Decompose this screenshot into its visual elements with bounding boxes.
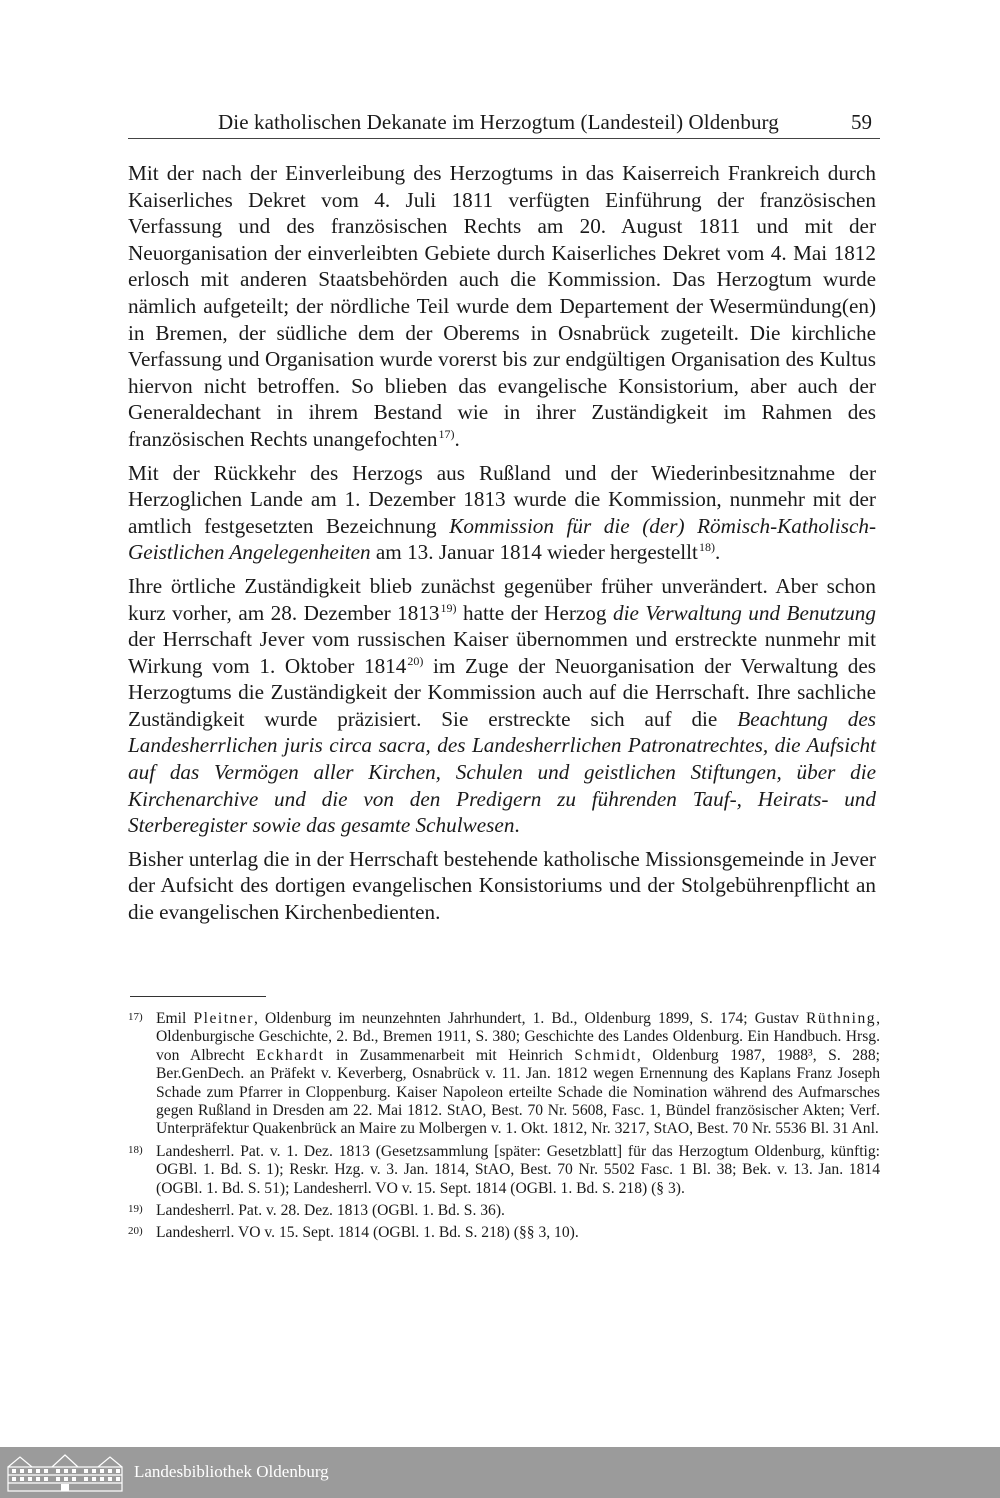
footnote-text: in Zusammenarbeit mit Heinrich [324, 1046, 575, 1064]
footnote-number: 19) [128, 1203, 143, 1216]
paragraph-text: Mit der Rückkehr des Herzogs aus Rußland und der Wiederinbesitznahme der Herzoglichen Lande am 1. Dezember 1813 wurde die Kommission, nunmehr mit der amtlich festgesetzten Bezeichnung [128, 460, 876, 538]
paragraph-text: der Herrschaft Jever vom russischen Kaiser übernommen und erstreckte nunmehr mit Wirkung vom 1. Oktober 1814 [128, 627, 876, 678]
library-building-icon [6, 1453, 124, 1493]
paragraph-2 [128, 460, 876, 566]
main-text [128, 160, 876, 933]
author-name: Pleitner [193, 1010, 254, 1027]
author-name: Schmidt [574, 1046, 637, 1064]
paragraph-text: hatte der Herzog [456, 600, 613, 625]
footnote-text: , Oldenburg im neunzehnten Jahrhundert, 1. Bd., Oldenburg 1899, S. 174; Gustav [253, 1010, 807, 1027]
footnote-text: , Oldenburgische Geschichte, 2. Bd., Bremen 1911, S. 380; Geschichte des Landes Oldenburg. Ein Handbuch. Hrsg. von Albrecht [156, 1010, 880, 1064]
footnote-text: Landesherrl. VO v. 15. Sept. 1814 (OGBl. 1. Bd. S. 218) (§§ 3, 10). [156, 1224, 579, 1242]
footnotes [128, 1010, 880, 1247]
footnote-text: , Oldenburg 1987, 1988³, S. 288; Ber.GenDech. an Präfekt v. Keverberg, Osnabrück v. 11. Jan. 1812 wegen Ernennung des Kaplans Franz Joseph Schade zum Pfarrer in Cloppenburg. Kaiser Napoleon erteilte Schade die Nomination während des Aufmarsches gegen Rußland in Dresden am 22. Mai 1812. StAO, Best. 70 Nr. 5608, Fasc. 1, Bündel französischer Akten; Verf. Unterpräfektur Quakenbrück an Maire zu Molbergen v. 1. Okt. 1812, Nr. 3217, StAO, Best. 70 Nr. 5536 Bl. 31 Anl. [156, 1046, 880, 1138]
punctuation: . [454, 426, 460, 451]
library-name[interactable]: Landesbibliothek Oldenburg [134, 1462, 329, 1481]
paragraph-1 [128, 160, 876, 453]
paragraph-text: am 13. Januar 1814 wieder hergestellt [370, 540, 698, 565]
italic-quote: Beachtung des Landesherrlichen juris circa sacra, des Landesherrlichen Patronatrechtes, die Aufsicht auf das Vermögen aller Kirchen, Schulen und geistlichen Stiftungen, über die Kirchenarchive und die von den Predigern zu führenden Tauf-, Heirats- und Sterberegister sowie das gesamte Schulwesen [128, 706, 876, 838]
footnote-ref-19: 19) [440, 600, 457, 615]
running-head [128, 108, 880, 139]
footnote-ref-20: 20) [407, 653, 424, 668]
paragraph-text: Ihre örtliche Zuständigkeit blieb zunächst gegenüber früher unverändert. Aber schon kurz vorher, am 28. Dezember 1813 [128, 573, 876, 625]
footnote-19 [128, 1202, 880, 1220]
author-name: Rüthning [806, 1010, 877, 1027]
footnote-ref-18: 18) [698, 540, 715, 555]
paragraph-text: im Zuge der Neuorganisation der Verwaltung des Herzogtums die Zuständigkeit der Kommission auch auf die Herrschaft. Ihre sachliche Zuständigkeit wurde präzisiert. Sie erstreckte sich auf die [128, 653, 877, 731]
punctuation: . [714, 540, 721, 565]
italic-term: Kommission für die (der) Römisch-Katholisch-Geistlichen Angelegenheiten [128, 513, 876, 565]
footnote-17 [128, 1010, 880, 1139]
footnote-text: Landesherrl. Pat. v. 28. Dez. 1813 (OGBl. 1. Bd. S. 36). [156, 1202, 505, 1220]
paragraph-3 [128, 573, 876, 839]
paragraph-text: Bisher unterlag die in der Herrschaft bestehende katholische Missionsgemeinde in Jever der Aufsicht des dortigen evangelischen Konsistoriums und der Stolgebührenpflicht an die evangelischen Kirchenbedienten. [128, 846, 876, 925]
footnote-20 [128, 1224, 880, 1242]
footnote-number: 18) [128, 1143, 143, 1156]
running-head-title: Die katholischen Dekanate im Herzogtum (Landesteil) Oldenburg [218, 110, 779, 134]
footnote-ref-17: 17) [438, 426, 455, 441]
paragraph-text: Mit der nach der Einverleibung des Herzogtums in das Kaiserreich Frankreich durch Kaiserliches Dekret vom 4. Juli 1811 verfügten Einführung der französischen Verfassung und des französischen Rechts am 20. August 1811 und mit der Neuorganisation der einverleibten Gebiete durch Kaiserliches Dekret vom 4. Mai 1812 erlosch mit anderen Staatsbehörden auch die Kommission. Das Herzogtum wurde nämlich aufgeteilt; der nördliche Teil wurde dem Departement der Wesermündung(en) in Bremen, der südliche dem der Oberems in Osnabrück zugeteilt. Die kirchliche Verfassung und Organisation wurde vorerst bis zur endgültigen Organisation des Kultus hiervon nicht betroffen. So blieben das evangelische Konsistorium, aber auch der Generaldechant in ihrem Bestand wie in ihrer Zuständigkeit im Rahmen des französischen Rechts unangefochten [128, 161, 876, 451]
footnote-text: Emil [156, 1010, 194, 1027]
footnote-18 [128, 1143, 880, 1198]
footnote-number: 20) [128, 1225, 143, 1238]
author-name: Eckhardt [256, 1046, 325, 1064]
footnote-divider [130, 996, 266, 997]
paragraph-4 [128, 846, 876, 926]
library-footer-bar [0, 1447, 1000, 1498]
italic-term: die Verwaltung und Benutzung [612, 600, 876, 625]
page-number: 59 [851, 110, 872, 134]
footnote-text: Landesherrl. Pat. v. 1. Dez. 1813 (Gesetzsammlung [später: Gesetzblatt] für das Herzogtum Oldenburg, künftig: OGBl. 1. Bd. S. 1); Reskr. Hzg. v. 3. Jan. 1814, StAO, Best. 70 Nr. 5502 Fasc. 1 Bl. 38; Bek. v. 13. Jan. 1814 (OGBl. 1. Bd. S. 51); Landesherrl. VO v. 15. Sept. 1814 (OGBl. 1. Bd. S. 218) (§ 3). [156, 1142, 880, 1197]
footnote-number: 17) [128, 1011, 143, 1023]
punctuation: . [514, 813, 520, 838]
